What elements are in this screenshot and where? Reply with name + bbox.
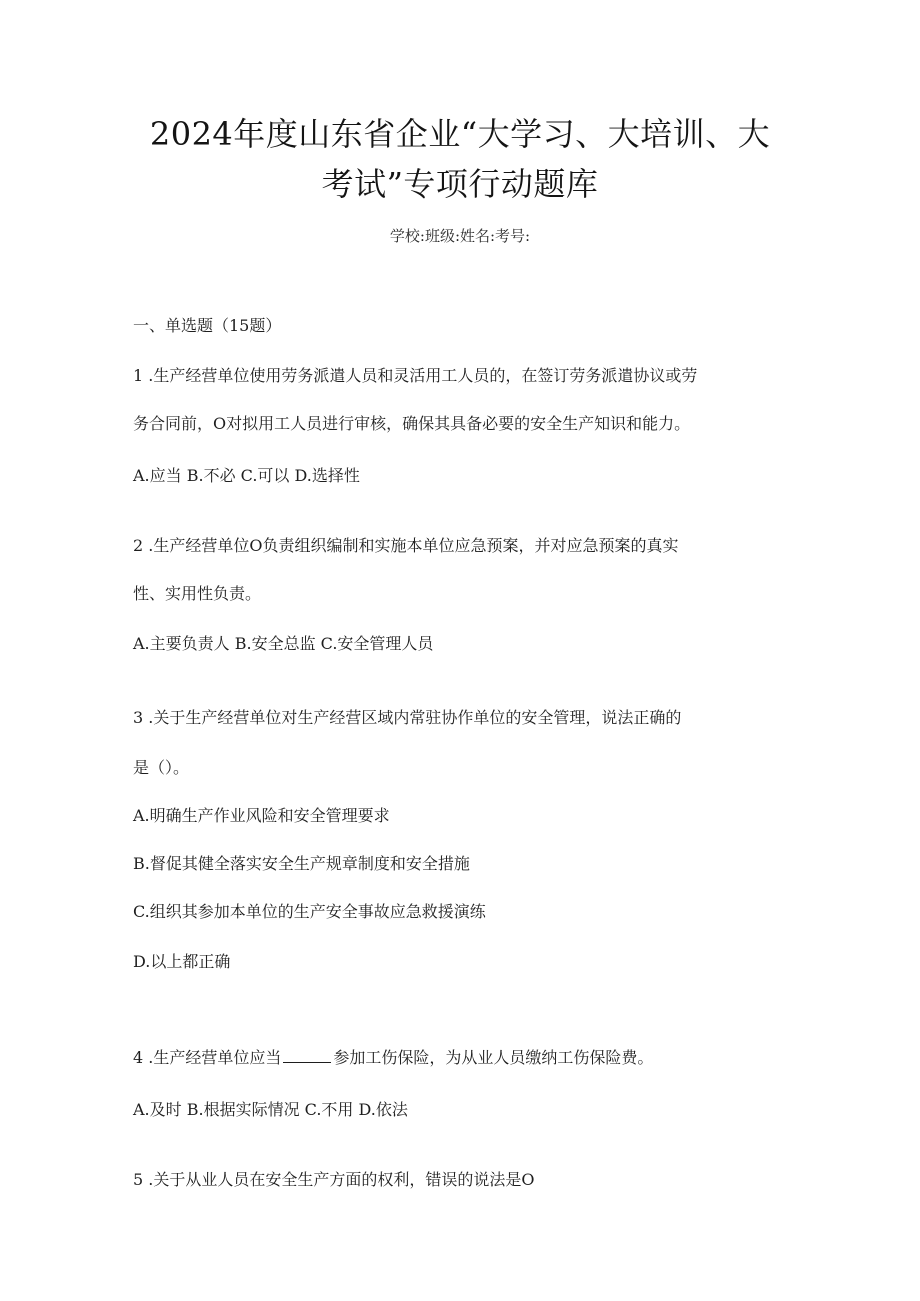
section-heading: 一、单选题（15题） bbox=[133, 316, 282, 335]
question-5-text-line-1: 5 .关于从业人员在安全生产方面的权利，错误的说法是O bbox=[133, 1170, 535, 1189]
question-2-text-line-2: 性、实用性负责。 bbox=[133, 584, 262, 603]
document-title-line-2: 考试”专项行动题库 bbox=[321, 165, 599, 203]
question-3-option-b: B.督促其健全落实安全生产规章制度和安全措施 bbox=[133, 854, 470, 873]
question-3-option-d: D.以上都正确 bbox=[133, 952, 231, 971]
document-title-line-1: 2024年度山东省企业“大学习、大培训、大 bbox=[149, 115, 771, 153]
question-1-options: A.应当 B.不必 C.可以 D.选择性 bbox=[133, 466, 360, 485]
question-4-prefix: 4 .生产经营单位应当 bbox=[133, 1048, 282, 1067]
question-3-option-c: C.组织其参加本单位的生产安全事故应急救援演练 bbox=[133, 902, 486, 921]
question-2-options: A.主要负责人 B.安全总监 C.安全管理人员 bbox=[133, 634, 434, 653]
question-1-text-line-2: 务合同前，O对拟用工人员进行审核，确保其具备必要的安全生产知识和能力。 bbox=[133, 414, 691, 433]
question-3-text-line-1: 3 .关于生产经营单位对生产经营区域内常驻协作单位的安全管理，说法正确的 bbox=[133, 708, 682, 727]
question-3-option-a: A.明确生产作业风险和安全管理要求 bbox=[133, 806, 390, 825]
question-4-text bbox=[133, 1046, 653, 1070]
question-2-text-line-1: 2 .生产经营单位O负责组织编制和实施本单位应急预案，并对应急预案的真实 bbox=[133, 536, 679, 555]
student-info-line: 学校:班级:姓名:考号: bbox=[389, 227, 531, 245]
question-3-text-line-2: 是（）。 bbox=[133, 758, 190, 777]
question-4-options: A.及时 B.根据实际情况 C.不用 D.依法 bbox=[133, 1100, 408, 1119]
question-4-suffix: 参加工伤保险，为从业人员缴纳工伤保险费。 bbox=[333, 1048, 654, 1067]
question-4-blank bbox=[283, 1048, 331, 1063]
question-1-text-line-1: 1 .生产经营单位使用劳务派遣人员和灵活用工人员的，在签订劳务派遣协议或劳 bbox=[133, 366, 698, 385]
